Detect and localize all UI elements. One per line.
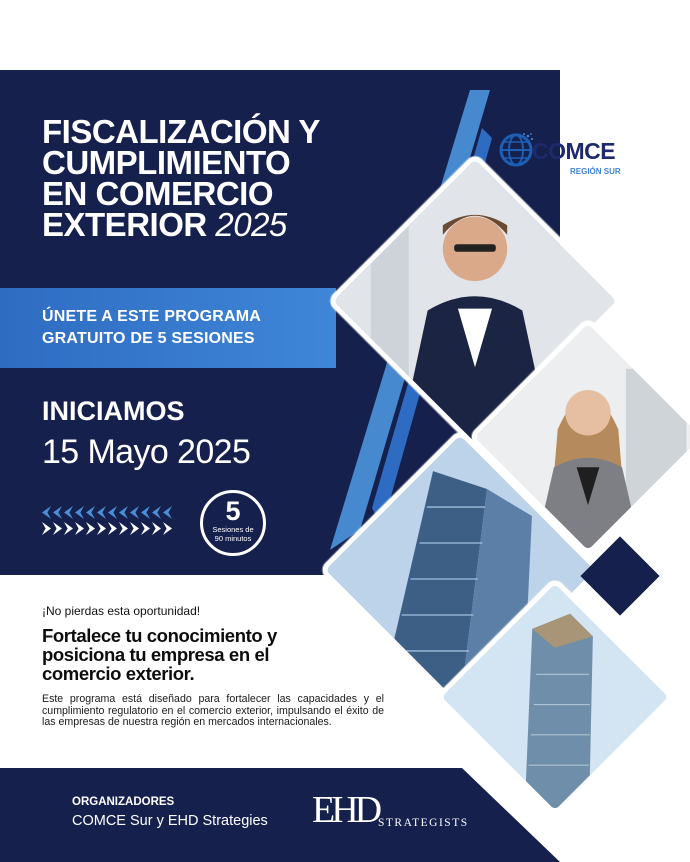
promo-text (42, 306, 332, 350)
organizers-label: ORGANIZADORES (72, 796, 175, 808)
sessions-count: 5 (225, 496, 241, 526)
chevron-right-row-icon (42, 522, 172, 535)
title-line-2: CUMPLIMIENTO (42, 144, 291, 181)
headline-line-1: Fortalece tu conocimiento y (42, 625, 277, 646)
chevron-left-row-icon (42, 506, 172, 519)
ehd-logo: EHD (312, 789, 379, 831)
title-year: 2025 (215, 206, 287, 243)
ehd-wordmark: STRATEGISTS (378, 817, 469, 829)
organizers-names: COMCE Sur y EHD Strategies (72, 813, 268, 829)
title-line-1: FISCALIZACIÓN Y (42, 113, 320, 150)
promo-line-2: GRATUITO DE 5 SESIONES (42, 330, 255, 347)
logo-subtitle: REGIÓN SUR (570, 167, 621, 176)
headline-line-3: comercio exterior. (42, 663, 195, 684)
headline-line-2: posiciona tu empresa en el (42, 644, 270, 665)
title-line-3: EN COMERCIO (42, 175, 274, 212)
comce-logo (496, 122, 636, 180)
promo-line-1: ÚNETE A ESTE PROGRAMA (42, 308, 262, 325)
start-date: 15 Mayo 2025 (42, 433, 251, 471)
title-line-4: EXTERIOR (42, 206, 207, 243)
program-title (42, 113, 362, 243)
headline (42, 626, 332, 683)
lead-text: ¡No pierdas esta oportunidad! (42, 604, 201, 618)
sessions-caption-1: Sesiones de (212, 525, 254, 534)
globe-icon (498, 132, 534, 168)
start-label: INICIAMOS (42, 396, 185, 426)
logo-name: COMCE (532, 138, 616, 164)
sessions-caption-2: 90 minutos (214, 534, 252, 543)
sessions-badge (200, 490, 266, 556)
program-description: Este programa está diseñado para fortalecer las capacidades y el cumplimiento regulatorio en el comercio exterior, impulsando el éxito de las empresas de nuestra región en mercados internacionales. (42, 693, 384, 729)
